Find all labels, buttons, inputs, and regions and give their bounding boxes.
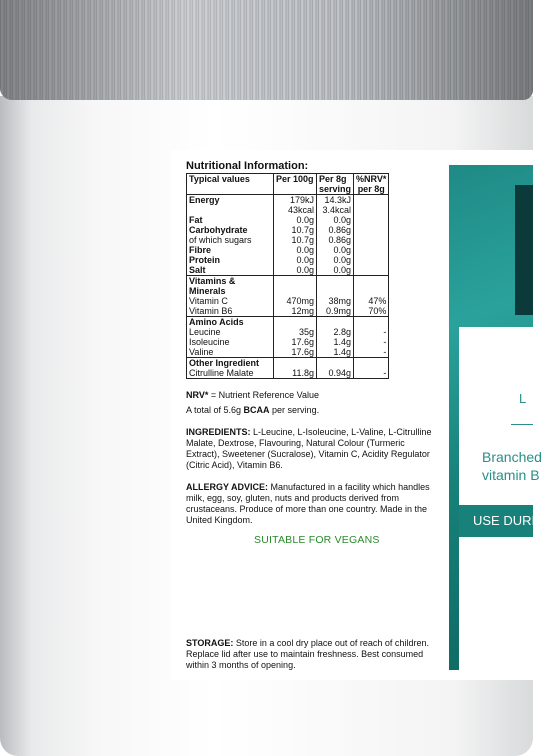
nutrition-cell: Other Ingredient <box>187 358 274 369</box>
storage <box>186 638 438 671</box>
front-label-use-text: USE DURIN <box>473 513 545 528</box>
nutrition-cell: 1.4g <box>317 347 354 358</box>
nutrition-row <box>187 347 389 358</box>
nutrition-cell: Salt <box>187 265 274 276</box>
nutrition-header-cell: %NRV* per 8g <box>354 174 389 195</box>
nutrition-cell: Isoleucine <box>187 337 274 347</box>
nutrition-cell: Carbohydrate <box>187 225 274 235</box>
nutrition-cell: 0.0g <box>274 255 317 265</box>
nutrition-cell: 11.8g <box>274 368 317 379</box>
nutrition-cell: 47% <box>354 296 389 306</box>
nutrition-cell: 0.0g <box>274 215 317 225</box>
nutrition-cell <box>317 317 354 328</box>
nutrition-cell <box>187 205 274 215</box>
nutrition-row <box>187 337 389 347</box>
nutrition-cell: - <box>354 347 389 358</box>
tub-lid <box>0 0 533 100</box>
nutrition-cell: 43kcal <box>274 205 317 215</box>
nutrition-row <box>187 205 389 215</box>
nutrition-row <box>187 317 389 328</box>
front-label-edge <box>449 165 545 670</box>
nutrition-cell <box>317 276 354 297</box>
nutrition-cell <box>274 358 317 369</box>
nutrition-cell: - <box>354 327 389 337</box>
vegan-badge: SUITABLE FOR VEGANS <box>254 534 380 546</box>
nutrition-cell: Vitamins & Minerals <box>187 276 274 297</box>
nrv-key: NRV* <box>186 390 209 400</box>
nutrition-row <box>187 245 389 255</box>
nutrition-row <box>187 368 389 379</box>
nutrition-cell: 14.3kJ <box>317 195 354 206</box>
nutrition-cell <box>317 358 354 369</box>
nutrition-header-row <box>187 174 389 195</box>
storage-key: STORAGE: <box>186 638 234 648</box>
nutrition-cell: 35g <box>274 327 317 337</box>
nutrition-row <box>187 235 389 245</box>
nutrition-cell <box>354 205 389 215</box>
nutrition-cell: 10.7g <box>274 225 317 235</box>
nutrition-cell: 2.8g <box>317 327 354 337</box>
bcaa-line <box>186 405 438 416</box>
bcaa-pre: A total of 5.6g <box>186 405 244 415</box>
nutrition-row <box>187 306 389 317</box>
nutrition-header-cell: Per 8g serving <box>317 174 354 195</box>
nutrition-title: Nutritional Information: <box>186 160 309 172</box>
nutrition-cell <box>354 215 389 225</box>
nutrition-cell: of which sugars <box>187 235 274 245</box>
nutrition-header-cell: Typical values <box>187 174 274 195</box>
nutrition-cell <box>354 245 389 255</box>
nutrition-cell: Vitamin C <box>187 296 274 306</box>
nutrition-cell <box>354 225 389 235</box>
nutrition-cell: 0.0g <box>317 265 354 276</box>
nutrition-cell: 17.6g <box>274 347 317 358</box>
nutrition-cell: - <box>354 337 389 347</box>
nutrition-cell: 0.86g <box>317 235 354 245</box>
nutrition-cell: Fibre <box>187 245 274 255</box>
nutrition-cell: 38mg <box>317 296 354 306</box>
nutrition-header-cell: Per 100g <box>274 174 317 195</box>
bcaa-bold: BCAA <box>243 405 270 415</box>
ingredients-key: INGREDIENTS: <box>186 427 251 437</box>
nutrition-cell: 3.4kcal <box>317 205 354 215</box>
nutrition-cell <box>354 276 389 297</box>
nrv-text: = Nutrient Reference Value <box>208 390 319 400</box>
nutrition-cell <box>354 255 389 265</box>
nutrition-row <box>187 327 389 337</box>
front-label-white-band <box>459 327 545 672</box>
nutrition-cell: 0.0g <box>317 245 354 255</box>
bcaa-post: per serving. <box>269 405 320 415</box>
nutrition-row <box>187 255 389 265</box>
nutrition-cell <box>274 276 317 297</box>
nutrition-cell: Energy <box>187 195 274 206</box>
nutrition-cell <box>354 317 389 328</box>
nutrition-cell: 0.86g <box>317 225 354 235</box>
nutrition-cell: Protein <box>187 255 274 265</box>
nutrition-cell: 0.94g <box>317 368 354 379</box>
front-label-letter: L <box>519 391 528 406</box>
nutrition-cell: Citrulline Malate <box>187 368 274 379</box>
nutrition-cell: - <box>354 368 389 379</box>
nutrition-cell: Valine <box>187 347 274 358</box>
front-label-divider <box>511 424 533 425</box>
storage-text: Store in a cool dry place out of reach of children. Replace lid after use to maintain freshness. Best consumed within 3 months of opening. <box>186 638 429 670</box>
nutrition-row <box>187 276 389 297</box>
nutrition-cell: 17.6g <box>274 337 317 347</box>
nutrition-row <box>187 225 389 235</box>
nutrition-cell: 0.9mg <box>317 306 354 317</box>
allergy-advice <box>186 482 438 526</box>
nutrition-cell: 0.0g <box>317 215 354 225</box>
nutrition-cell: Fat <box>187 215 274 225</box>
nutrition-cell: 470mg <box>274 296 317 306</box>
nutrition-cell: 1.4g <box>317 337 354 347</box>
nutrition-row <box>187 195 389 206</box>
nutrition-cell: 70% <box>354 306 389 317</box>
nutrition-cell: 0.0g <box>317 255 354 265</box>
nutrition-cell <box>354 358 389 369</box>
nutrition-cell <box>354 265 389 276</box>
allergy-key: ALLERGY ADVICE: <box>186 482 269 492</box>
nutrition-cell: 0.0g <box>274 245 317 255</box>
nutrition-cell: Leucine <box>187 327 274 337</box>
nutrition-cell: 12mg <box>274 306 317 317</box>
nutrition-row <box>187 215 389 225</box>
ingredients <box>186 427 438 471</box>
nutrition-row <box>187 358 389 369</box>
nutrition-cell: 0.0g <box>274 265 317 276</box>
allergy-text: Manufactured in a facility which handles milk, egg, soy, gluten, nuts and products derived from crustaceans. Produce of more than one country. Made in the United Kingdom. <box>186 482 430 525</box>
nutrition-cell: Amino Acids <box>187 317 274 328</box>
nutrition-cell: 179kJ <box>274 195 317 206</box>
nrv-note <box>186 390 438 401</box>
nutrition-cell: 10.7g <box>274 235 317 245</box>
nutrition-row <box>187 296 389 306</box>
nutrition-row <box>187 265 389 276</box>
nutrition-cell <box>274 317 317 328</box>
nutrition-cell <box>354 235 389 245</box>
front-label-description: Branched vitamin B <box>482 449 542 483</box>
nutrition-cell: Vitamin B6 <box>187 306 274 317</box>
ingredients-text: L-Leucine, L-Isoleucine, L-Valine, L-Citrulline Malate, Dextrose, Flavouring, Natural Colour (Turmeric Extract), Sweetener (Sucralose), Vitamin C, Acidity Regulator (Citric Acid), Vitamin B6. <box>186 427 432 470</box>
front-label-dark-panel <box>515 185 533 315</box>
nutrition-cell <box>354 195 389 206</box>
nutrition-table <box>186 173 389 379</box>
